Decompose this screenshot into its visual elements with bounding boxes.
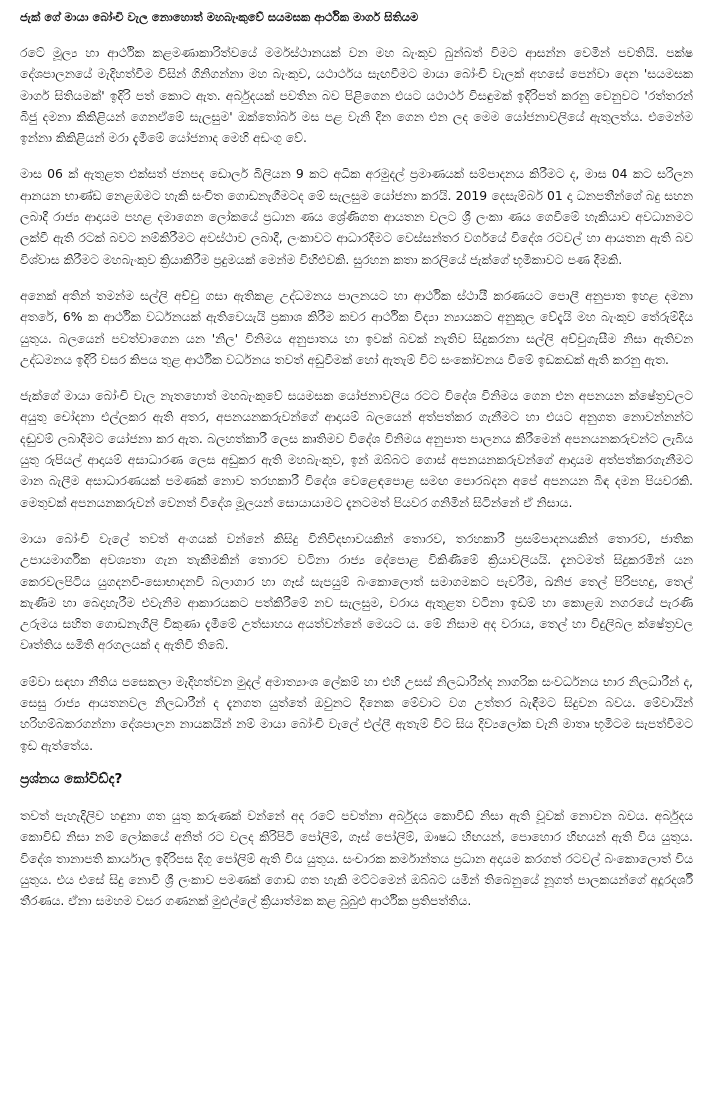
article-title: ජැක් ගේ මායා බෝංචි වැල නොහොත් මහබැංකුවේ සයමසක ආර්ථික මාර්ග සිතියම	[20, 10, 419, 24]
paragraph-1: රටේ මූල්‍ය හා ආර්ථික කළමණාකාරිත්වයේ මර්මස්ථානයක් වන මහ බැංකුව බුන්බත් විමට ආසන්න වෙමින් පවතියි. පක්ෂ දේශපාලනයේ මැදිහත්වීම විසින් ගිනිගන්නා මහ බැංකුව, යථාර්ථය සැඟවීමට මායා බෝංචි වැලක් අහසේ පෙන්වා දෙන 'සයමසක මාර්ග සිතියමක්' ඉදිරි පත් කොට ඇත. අර්බුදයක් පවතින බව පිළිගෙන එයට යථාර්ථ විසඳුමක් ඉදිරිපත් කරනු වෙනුවට 'රත්තරන් බිජු දමනා කිකිළියන් ගෙනඒමේ සැලසුම' ඔක්තෝබර් මස පළ වැනි දින ගෙන එන ලද මෙම යෝජනාවලියේ ඇතුලත්ය. එමෙන්ම ඉන්නා කිකිළියන් මරා දැමීමේ යෝජනාද මෙහි අඩංගු වේ.	[20, 45, 693, 146]
paragraph-5: මායා බෝංචි වැලේ තවත් අංගයක් වන්නේ කිසිදු විනිවිදභාවයකින් තොරව, තරහකාරී ප්‍රසම්පාදනයකින් තොරව, ජාතික උපායමාර්ගික අවශ්‍යතා ගැන තැකීමකින් තොරව වටිනා රාජ්‍ය දේපොළ විකිණීමේ ක්‍රියාවලියයි. දැනටමත් සිදුකරමින් යන කෙරවලපිටිය යුගදනවි-සොභාදනවි බලාගාර හා ගෑස් සැපයුම් බංකොලොත් සමාගමකට පැවරීම, ඛනිජ තෙල් පිරිපහදු, තෙල් කැණීම හා බෙදාහැරීම එවැනිම ආකාරයකට පත්කිරීමේ නව සැලසුම, වරාය ඇතුළත වටිනා ඉඩම් හා කොළඹ නගරයේ පැරණි උරුමය සහිත ගොඩනැගිලි විකුණා දැමීමේ උත්සාහය අයත්වන්නේ මෙයට ය. මේ නිසාම අද වරාය, තෙල් හා විදුලිබල ක්ෂේත්‍රවල වෘත්තිය සමිති අරගලයක් ද ඇතිවී තිබේ.	[20, 530, 693, 653]
section-heading: ප්‍රශ්නය කෝවිඩ්ද?	[20, 770, 123, 787]
paragraph-6: මේවා සඳහා නීතිය පසෙකලා මැදිහත්වන මුදල් අමාත්‍යාංශ ලේකම් හා එහි උසස් නිලධාරීන්ද නාගරික සංවර්ධනය භාර නිලධාරීන් ද, සෙසු රාජ්‍ය ආයතනවල නිලධාරීන් ද දැනගත යුත්තේ ඔවුනට දිනෙක මේවාට වග උත්තර බැඳීමට සිදුවන බවය. මේවායින් හරිහම්බකරගන්නා දේශපාලන නායකයින් නම් මායා බෝංචි වැලේ එල්ලී ඇතැම් විට සිය දිව්‍යලෝක වැනි මාතෘ භූමිටම සැපත්වීමට ඉඩ ඇත්තේය.	[20, 673, 693, 753]
paragraph-gap	[20, 370, 693, 385]
paragraph-gap	[20, 270, 693, 285]
paragraph-3: අනෙක් අතින් තමන්ම සල්ලි අච්චු ගසා ඇතිකළ උද්ධමනය පාලනයට හා ආර්ථික ස්ථායී කරණයට පොලී අනුපාත ඉහළ දමනා අතරේ, 6% ක ආර්ථික වර්ධනයක් ඇතිවෙයැයි ප්‍රකාශ කිරීම කවර ආර්ථික විද්‍යා න්‍යායකට අනුකූල වේදැයි මහ බැංකුව තේරුම්දිය යුතුය. බලයෙන් පවත්වාගෙන යන 'නිල' විනිමය අනුපාතය හා ඉවක් බවක් නැතිව සිදුකරනා සල්ලි අච්චුගැසීම නිසා ඇතිවන උද්ධමනය ඉදිරි වසර කිපය තුළ ආර්ථික වර්ධනය තවත් අඩුවීමක් හෝ ඇතැම් විට සංකෝචනය වීමේ ඉඩකඩක් ඇති කරනු ඇත.	[20, 287, 693, 367]
paragraph-gap	[20, 148, 693, 163]
paragraph-4: ජැක්ගේ මායා බෝංචි වැල නැතහොත් මහබැංකුවේ සයමසක යෝජනාවලිය රටට විදේශ විනිමය ගෙන එන අපනයන ක්ෂේත්‍රවලට අයුතු චෝදනා එල්ලකර ඇති අතර, අපනයනකරුවන්ගේ ආදායම් බලයෙන් අත්පත්කර ගැනීමට හා එයට අනුගත නොවන්නන්ට දඬුවම් ලබාදීමට යෝජනා කර ඇත. බලහත්කාරී ලෙස කෘතිමව විදේශ විනිමය අනුපාත පාලනය කිරීමෙන් අපනයනකරුවන්ට ලැබිය යුතු රුපියල් ආදායම් අසාධාරණ ලෙස අඩුකර ඇති මහබැංකුව, ඉන් ඔබ්බට ගොස් අපනයනකරුවන්ගේ ආදායම අත්පත්කරගැනීමට මාන බැලීම අසාධාරණයක් පමණක් නොව තරහකාරී විදේශ වෙළෙඳපොළ සමඟ පොරබදන අපේ අපනයන බිඳ දමන පියවරකි. මෙතුවක් අපනයනකරුවන් වෙනත් විදේශ මූලයන් සොයායාමට දැනටමත් පියවර ගනිමින් සිටින්නේ ඒ නිසාය.	[20, 388, 693, 510]
closing-paragraph: තවත් පැහැදිලිව හඳුනා ගත යුතු කරුණක් වන්නේ අද රටේ පවත්නා අර්බුදය කොවිඩ් නිසා ඇති වූවක් නොවන බවය. අර්බුදය කොවිඩ් නිසා නම් ලෝකයේ අනිත් රට වලද කිරිපිටි පෝලිම්, ගෑස් පෝලිම්, ඖෂධ හිඟයන්, පොහොර හිඟයන් ඇති විය යුතුය. විදේශ තානාපති කාර්යාල ඉදිරිපස දිගු පෝලිම් ඇති විය යුතුය. සංචාරක කර්මාන්තය ප්‍රධාන අදායම කරගත් රටවල් බංකොලොත් විය යුතුය. එය එසේ සිදු නොවී ශ්‍රී ලංකාව පමණක් ගොඩ ගත හැකි මට්ටමෙන් ඔබ්බට යමින් තිබෙනුයේ නූගත් පාලකයන්ගේ අදූරදර්ශී තීරණය. ඒනා සමහම වසර ගණනක් මුළුල්ලේ ක්‍රියාත්මක කළ බුබුළු ආර්ථික ප්‍රතිපත්තිය.	[20, 807, 693, 909]
paragraph-gap	[20, 513, 693, 528]
paragraph-2: මාස 06 ක් ඇතුළත එක්සත් ජනපද ඩොලර් බිලියන 9 කට අධික අරමුදල් ප්‍රමාණයක් සම්පාදනය කිරීමට ද, මාස 04 කට සරිලන ආනයන භාණ්ඩ නෙළඹමට හැකි සංචිත ගොඩනැගීමටද මේ සැලසුම යෝජනා කරයි. 2019 දෙසැම්බර් 01 දා ධනපතීන්ගේ බදු සහන ලබාදී රාජ්‍ය ආදායම පහළ දමාගෙන ලෝකයේ ප්‍රධාන ණය ශ්‍රේණිගත ආයතන වලට ශ්‍රී ලංකා ණය ගෙවීමේ හැකියාව අවධානමට ලක්වී ඇති රටක් බවට නම්කිරීමට අවස්ථාව ලබාදී, ලංකාවට ආධාරදීමට වෙස්සන්තර වර්ගයේ විදේශ රටවල් හා ආයතන ඇති බව විශ්වාස කිරීමට මහබැංකුව ක්‍රියාකිරීම ප්‍රදුමයක් මෙන්ම විහිළුවකි. සුරහන කතා කරලියේ ජැක්ගේ භූමිකාවට පණ දීමකි.	[20, 166, 693, 267]
paragraph-gap	[20, 656, 693, 671]
